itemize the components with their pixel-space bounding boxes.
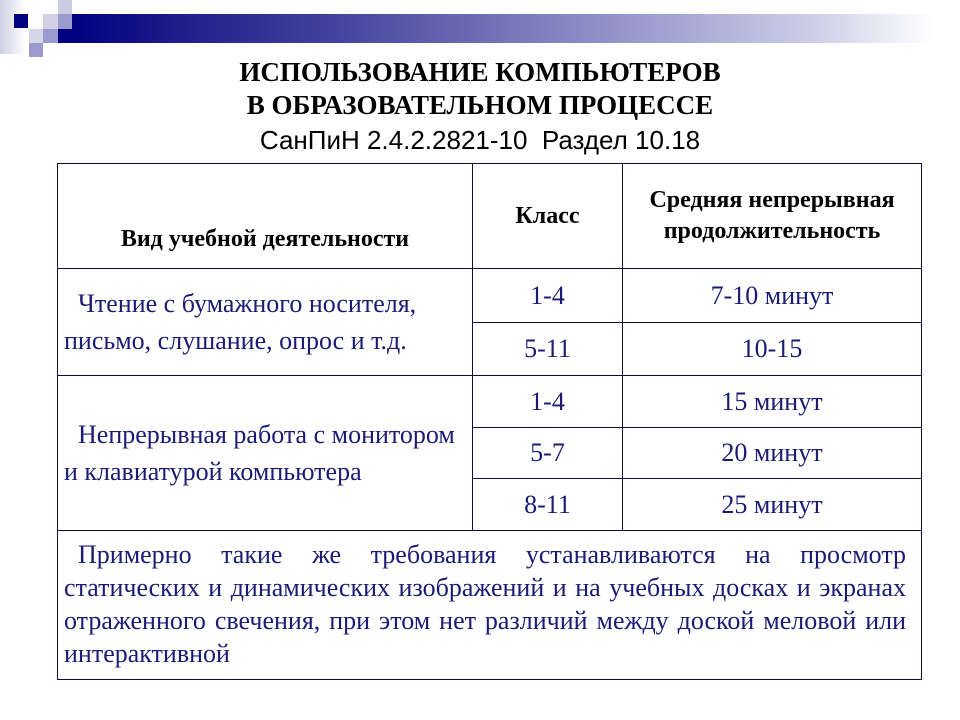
activity-cell-computer-work: Непрерывная работа с монитором и клавиатурой компьютера	[58, 376, 473, 531]
slide-title	[0, 56, 960, 155]
table-header-row	[58, 164, 922, 269]
title-subtitle: СанПиН 2.4.2.2821-10 Раздел 10.18	[259, 125, 701, 155]
duration-cell: 15 минут	[623, 376, 922, 428]
title-line-2: В ОБРАЗОВАТЕЛЬНОМ ПРОЦЕССЕ	[246, 90, 714, 120]
pixel-square-periwinkle	[29, 43, 43, 57]
duration-cell: 20 минут	[623, 428, 922, 479]
pixel-square-light	[29, 29, 43, 43]
sanpin-table	[57, 163, 922, 680]
grade-cell: 1-4	[473, 376, 623, 428]
title-line-1: ИСПОЛЬЗОВАНИЕ КОМПЬЮТЕРОВ	[239, 57, 721, 87]
pixel-square-navy	[14, 14, 28, 28]
pixel-square-navy	[58, 29, 72, 43]
grade-cell: 5-7	[473, 428, 623, 479]
table-row	[58, 269, 922, 323]
duration-cell: 10-15	[623, 323, 922, 376]
pixel-square-periwinkle	[43, 29, 58, 43]
grade-cell: 5-11	[473, 323, 623, 376]
table-note-row	[58, 531, 922, 680]
grade-cell: 8-11	[473, 479, 623, 531]
header-duration: Средняя непрерывная продолжительность	[623, 164, 922, 269]
header-grade: Класс	[473, 164, 623, 269]
grade-cell: 1-4	[473, 269, 623, 323]
activity-cell-reading: Чтение с бумажного носителя, письмо, слушание, опрос и т.д.	[58, 269, 473, 376]
duration-cell: 25 минут	[623, 479, 922, 531]
duration-cell: 7-10 минут	[623, 269, 922, 323]
header-gradient-bar	[72, 14, 960, 43]
pixel-square-periwinkle	[58, 14, 72, 29]
note-cell: Примерно такие же требования устанавливаются на просмотр статических и динамических изображений и на учебных досках и экранах отраженного свечения, при этом нет различий между доской меловой или интерактивной	[58, 531, 922, 680]
pixel-square-gray	[43, 14, 58, 29]
table-row	[58, 376, 922, 428]
header-activity: Вид учебной деятельности	[58, 164, 473, 269]
pixel-square-light	[58, 0, 72, 14]
